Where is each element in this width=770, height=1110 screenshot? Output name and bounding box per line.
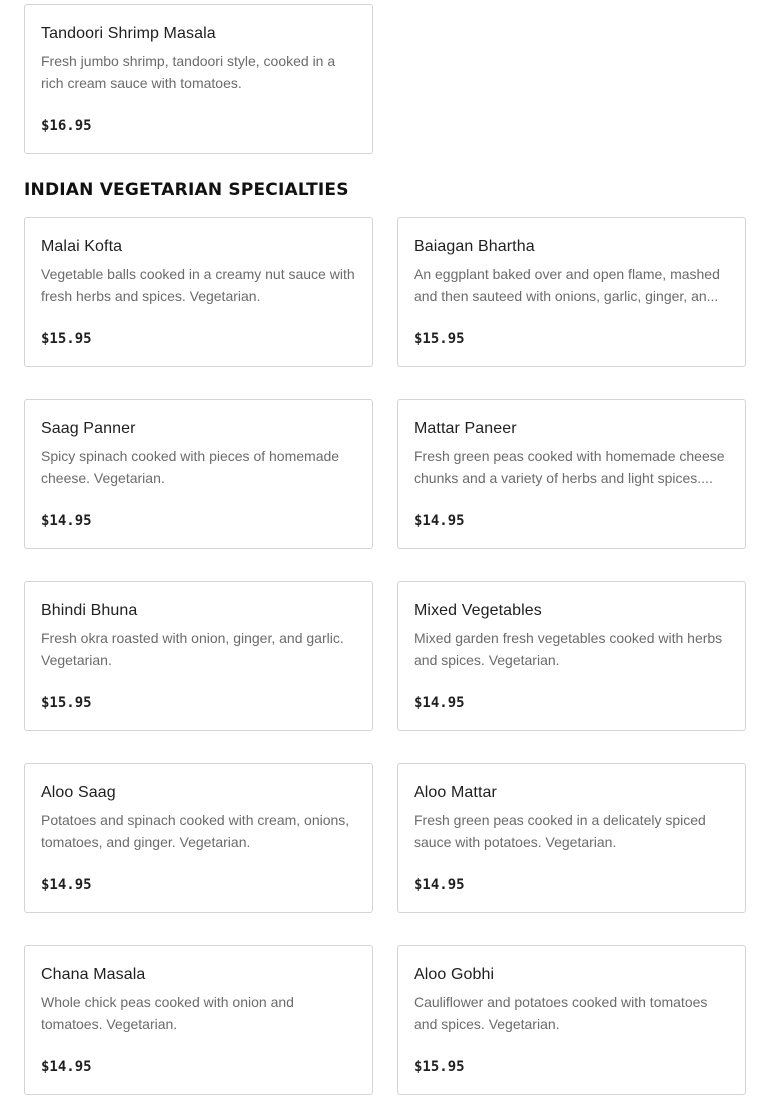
menu-item-description: Spicy spinach cooked with pieces of homemade cheese. Vegetarian. [41, 448, 340, 486]
menu-item-card[interactable] [397, 945, 746, 1095]
menu-item-price: $14.95 [41, 513, 92, 529]
menu-item-description: Mixed garden fresh vegetables cooked with herbs and spices. Vegetarian. [414, 630, 723, 668]
menu-item-price: $16.95 [41, 118, 92, 134]
menu-item-price: $14.95 [41, 877, 92, 893]
menu-item-card[interactable] [24, 581, 373, 731]
menu-item-price: $15.95 [414, 1059, 465, 1075]
menu-item-description: Whole chick peas cooked with onion and tomatoes. Vegetarian. [41, 994, 294, 1032]
menu-item-name: Tandoori Shrimp Masala [41, 25, 216, 42]
section-title: INDIAN VEGETARIAN SPECIALTIES [24, 180, 349, 200]
menu-item-description: Fresh okra roasted with onion, ginger, and garlic. Vegetarian. [41, 630, 344, 668]
menu-item-description: Cauliflower and potatoes cooked with tomatoes and spices. Vegetarian. [414, 994, 708, 1032]
menu-item-description: Fresh jumbo shrimp, tandoori style, cooked in a rich cream sauce with tomatoes. [41, 53, 336, 91]
menu-item-description: An eggplant baked over and open flame, mashed and then sauteed with onions, garlic, ginger, an... [414, 266, 720, 304]
previous-section [24, 0, 746, 154]
menu-item-price: $15.95 [41, 331, 92, 347]
menu-item-price: $15.95 [41, 695, 92, 711]
menu-item-name: Saag Panner [41, 420, 136, 437]
menu-item-card[interactable] [397, 581, 746, 731]
menu-item-name: Aloo Mattar [414, 784, 497, 801]
menu-item-price: $14.95 [414, 513, 465, 529]
menu-item-price: $14.95 [41, 1059, 92, 1075]
menu-item-name: Aloo Saag [41, 784, 116, 801]
menu-item-description: Fresh green peas cooked in a delicately spiced sauce with potatoes. Vegetarian. [414, 812, 706, 850]
menu-item-description: Fresh green peas cooked with homemade cheese chunks and a variety of herbs and light spices.... [414, 448, 725, 486]
menu-item-name: Malai Kofta [41, 238, 123, 255]
menu-item-card[interactable] [24, 399, 373, 549]
menu-item-name: Mattar Paneer [414, 420, 517, 437]
menu-item-description: Vegetable balls cooked in a creamy nut sauce with fresh herbs and spices. Vegetarian. [41, 266, 355, 304]
menu-item-price: $15.95 [414, 331, 465, 347]
menu-item-card[interactable] [397, 763, 746, 913]
menu-item-card[interactable] [397, 399, 746, 549]
menu-item-name: Baiagan Bhartha [414, 238, 535, 255]
menu-item-card[interactable] [24, 217, 373, 367]
menu-item-price: $14.95 [414, 877, 465, 893]
menu-item-card[interactable] [24, 945, 373, 1095]
menu-item-name: Aloo Gobhi [414, 966, 495, 983]
menu-item-card[interactable] [24, 4, 373, 154]
menu-item-price: $14.95 [414, 695, 465, 711]
menu-item-name: Mixed Vegetables [414, 602, 542, 619]
vegetarian-items-grid [24, 217, 746, 1095]
menu-item-description: Potatoes and spinach cooked with cream, onions, tomatoes, and ginger. Vegetarian. [41, 812, 350, 850]
menu-item-name: Bhindi Bhuna [41, 602, 138, 619]
menu-item-name: Chana Masala [41, 966, 146, 983]
menu-item-card[interactable] [24, 763, 373, 913]
menu-item-card[interactable] [397, 217, 746, 367]
